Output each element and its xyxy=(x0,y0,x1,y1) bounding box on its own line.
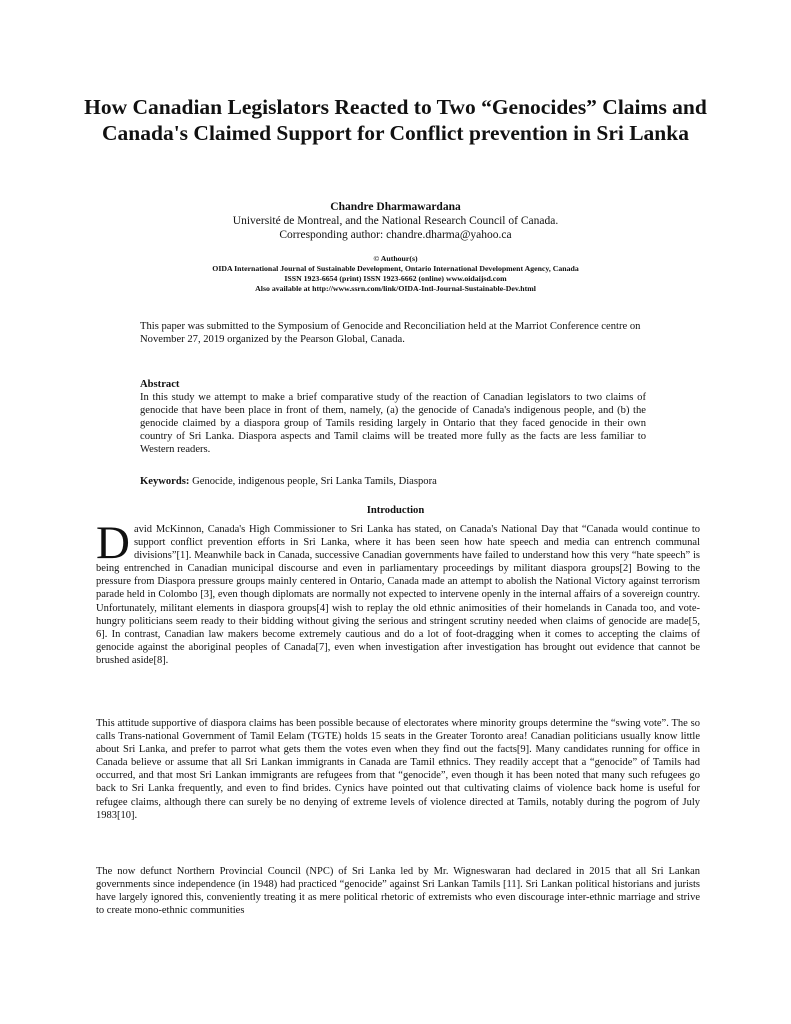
intro-paragraph-1-text: avid McKinnon, Canada's High Commissioner to Sri Lanka has stated, on Canada's National Day that “Canada would continue to support conflict prevention efforts in Sri Lanka, where it has been seen how hate speech and media can entrench communal divisions”[1]. Meanwhile back in Canada, successive Canadian governments have failed to understand how this very “hate speech” is being entrenched in Canadian municipal discourse and even in parliamentary proceedings by militant diaspora groups[2] Bowing to the pressure from Diaspora pressure groups mainly centered in Ontario, Canada made an attempt to abolish the National Victory against terrorism parade held in Colombo [3], even though diplomats are normally not expected to intervene openly in the internal affairs of a sovereign country. Unfortunately, militant elements in diaspora groups[4] wish to replay the old ethnic animosities of their homelands in Canada too, and vote-hungry politicians seem ready to their bidding without giving the serious and stringent scrutiny needed when claims of genocide are made[5, 6]. In contrast, Canadian law makers become extremely cautious and do a lot of foot-dragging when it comes to accepting the claims of genocide against the aboriginal peoples of Canada[7], even when investigation after investigation has brought out evidence that cannot be brushed aside[8]. xyxy=(96,524,700,666)
issn-line: ISSN 1923-6654 (print) ISSN 1923-6662 (online) www.oidaijsd.com xyxy=(284,274,507,283)
paper-title: How Canadian Legislators Reacted to Two “Genocides” Claims and Canada's Claimed Support for Conflict prevention in Sri Lanka xyxy=(84,95,707,145)
introduction-heading: Introduction xyxy=(366,505,425,516)
drop-cap: D xyxy=(96,517,130,569)
publication-info xyxy=(60,254,731,294)
author-name: Chandre Dharmawardana xyxy=(330,201,461,213)
corresponding-author: Corresponding author: chandre.dharma@yahoo.ca xyxy=(279,229,512,241)
keywords-text: Genocide, indigenous people, Sri Lanka Tamils, Diaspora xyxy=(192,476,437,487)
submission-note: This paper was submitted to the Symposium of Genocide and Reconciliation held at the Marriot Conference centre on November 27, 2019 organized by the Pearson Global, Canada. xyxy=(140,321,641,345)
author-affiliation-block xyxy=(60,214,731,242)
also-available-line: Also available at http://www.ssrn.com/link/OIDA-Intl-Journal-Sustainable-Dev.html xyxy=(255,284,536,293)
journal-line: OIDA International Journal of Sustainable Development, Ontario International Development Agency, Canada xyxy=(212,264,579,273)
affiliation: Université de Montreal, and the National Research Council of Canada. xyxy=(232,215,559,227)
intro-paragraph-1 xyxy=(96,517,700,667)
abstract-heading: Abstract xyxy=(140,379,180,390)
keywords-label: Keywords: xyxy=(140,476,190,487)
abstract-text: In this study we attempt to make a brief comparative study of the reaction of Canadian legislators to two claims of genocide that have been place in front of them, namely, (a) the genocide of Canada's indigenous people, and (b) the genocide claimed by a diaspora group of Tamils residing largely in Ontario that they faced genocide in their own country of Sri Lanka. Diaspora aspects and Tamil claims will be treated more fully as the facts are less familiar to Western readers. xyxy=(140,392,646,455)
intro-paragraph-2: This attitude supportive of diaspora claims has been possible because of electorates where minority groups determine the “swing vote”. The so calls Trans-national Government of Tamil Eelam (TGTE) holds 15 seats in the Greater Toronto area! Canadian politicians usually know little about Sri Lanka, and prefer to parrot what gets them the votes even when they find out the facts[9]. Many candidates running for office in Canada believe or assume that all Sri Lankan immigrants in Canada are Tamil ethnics. They readily accept that a “genocide” of Tamils had occurred, and that most Sri Lankan immigrants are refugees from that “genocide”, even though it has been noted that many such refugees go back to Sri Lanka frequently, and even to find brides. Cynics have pointed out that cultivating claims of violence back home is useful for refugee claims, although there can surely be no denying of extreme levels of violence directed at Tamils, notably during the pogrom of July 1983[10]. xyxy=(96,718,700,821)
keywords xyxy=(140,475,646,488)
copyright-line: © Authour(s) xyxy=(373,254,418,263)
intro-paragraph-3: The now defunct Northern Provincial Council (NPC) of Sri Lanka led by Mr. Wigneswaran had declared in 2015 that all Sri Lankan governments since independence (in 1948) had practiced “genocide” against Sri Lankan Tamils [11]. Sri Lankan political historians and jurists have largely ignored this, conveniently treating it as mere political rhetoric of extremists who even discourage inter-ethnic marriage and strive to create mono-ethnic communities xyxy=(96,866,700,917)
